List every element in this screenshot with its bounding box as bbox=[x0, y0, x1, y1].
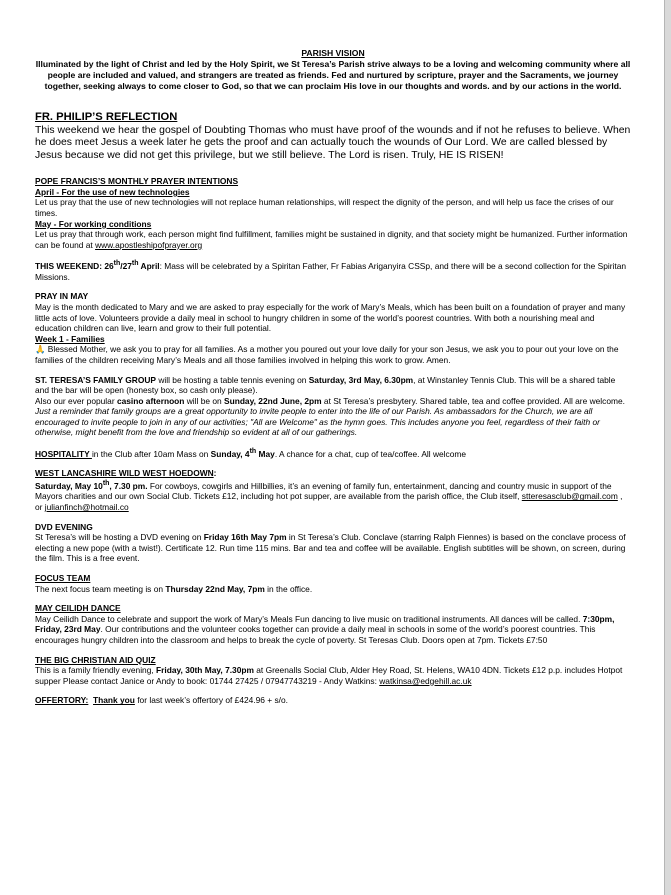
family-group-reminder: Just a reminder that family groups are a great opportunity to invite people to enter into the life of our Parish. As ambassadors for the Church, we are all encouraged to invite people to join in any of our activities; "All are Welcome" as the hymn goes. This includes anyone you feel, regardless of their faith or otherwise, might benefit from the love and friendship so evident at all of our gatherings. bbox=[35, 406, 600, 438]
focus-date: Thursday 22nd May, 7pm bbox=[165, 583, 265, 594]
ceilidh-heading: MAY CEILIDH DANCE bbox=[35, 603, 121, 614]
hoedown-text-block bbox=[35, 479, 631, 513]
may-intention-text bbox=[35, 229, 631, 250]
vision-text: Illuminated by the light of Christ and led by the Holy Spirit, we St Teresa’s Parish strive always to be a loving and welcoming community where all people are included and valued, and strangers are treated as friends. Fed and nurtured by scripture, prayer and the Sacraments, we journey together, seeking always to come closer to God, so that we can proclaim His love in our thoughts and words. and by our actions in the world. bbox=[35, 59, 631, 91]
quiz-section bbox=[35, 655, 631, 687]
family-group-paragraph bbox=[35, 375, 631, 396]
hospitality-t2: . A chance for a chat, cup of tea/coffee. All welcome bbox=[274, 448, 467, 459]
hospitality-date-day: Sunday, 4 bbox=[210, 448, 250, 459]
dvd-text-block bbox=[35, 532, 631, 564]
casino-t4: will be on bbox=[184, 395, 224, 406]
casino-t3: Also our ever popular bbox=[35, 395, 117, 406]
hoedown-date-time: , 7.30 pm. bbox=[109, 480, 148, 491]
weekend-label bbox=[35, 261, 160, 271]
ceilidh-section bbox=[35, 603, 631, 645]
focus-team-section bbox=[35, 573, 631, 594]
weekend-sup2: th bbox=[131, 260, 139, 268]
casino-label: casino afternoon bbox=[116, 395, 185, 406]
hospitality-t1: in the Club after 10am Mass on bbox=[91, 448, 211, 459]
hoedown-date bbox=[35, 481, 148, 491]
julian-email-link[interactable]: julianfinch@hotmail.co bbox=[44, 502, 129, 513]
casino-paragraph bbox=[35, 396, 631, 407]
reflection-heading: FR. PHILIP’S REFLECTION bbox=[35, 111, 178, 123]
hospitality-heading: HOSPITALITY bbox=[35, 448, 92, 459]
newsletter-page bbox=[35, 48, 631, 706]
week1-prayer bbox=[35, 344, 631, 365]
hoedown-section bbox=[35, 468, 631, 512]
hoedown-sup: th bbox=[102, 480, 110, 488]
this-weekend-section bbox=[35, 259, 631, 282]
vision-heading: PARISH VISION bbox=[301, 48, 365, 58]
may-intention-heading: May - For working conditions bbox=[35, 218, 152, 229]
quiz-heading: THE BIG CHRISTIAN AID QUIZ bbox=[35, 654, 156, 665]
dvd-t2: in St Teresa’s Club. Conclave (starring Ralph Fiennes) is based on the conclave process of electing a new pope (with a twist!). Certificate 12. Run time 115 mins. Bar and tea and coffee will be available. English subtitles will be shown, on screen, during the film. This is a free event. bbox=[35, 532, 626, 564]
casino-t5: at St Teresa’s presbytery. Shared table, tea and coffee provided. All are welcome. bbox=[321, 395, 625, 406]
quiz-text-block bbox=[35, 665, 631, 686]
reflection-text: This weekend we hear the gospel of Doubting Thomas who must have proof of the wounds and if not he refuses to believe. When he does meet Jesus a week later he gets the proof and can actually touch the wounds of Our Lord. We are called blessed by Jesus because we did not get this privilege, but we still believe. The Lord is risen. Truly, HE IS RISEN! bbox=[35, 125, 631, 161]
family-group-section bbox=[35, 375, 631, 439]
weekend-label-month: April bbox=[138, 261, 160, 272]
pray-in-may-section bbox=[35, 291, 631, 365]
weekend-label-date1: THIS WEEKEND: 26 bbox=[35, 261, 114, 272]
weekend-sup1: th bbox=[113, 260, 121, 268]
ceilidh-t1: May Ceilidh Dance to celebrate and support the work of Mary’s Meals Fun dancing to live music on traditional instruments. All dances will be called. bbox=[35, 613, 583, 624]
parish-vision bbox=[35, 48, 631, 92]
club-email-link[interactable]: stteresasclub@gmail.com bbox=[521, 491, 618, 502]
page-edge bbox=[664, 0, 671, 895]
dvd-t1: St Teresa’s will be hosting a DVD evening on bbox=[35, 532, 204, 543]
focus-t1: The next focus team meeting is on bbox=[35, 583, 166, 594]
hoedown-heading: WEST LANCASHIRE WILD WEST HOEDOWN bbox=[35, 468, 214, 479]
april-intention-text: Let us pray that the use of new technologies will not replace human relationships, will respect the dignity of the person, and will help us face the crises of our times. bbox=[35, 197, 614, 218]
hospitality-section bbox=[35, 447, 631, 459]
hoedown-sep: , or bbox=[35, 491, 623, 513]
hoedown-heading-colon: : bbox=[213, 468, 217, 479]
offertory-heading: OFFERTORY: bbox=[35, 695, 89, 706]
focus-heading: FOCUS TEAM bbox=[35, 573, 91, 584]
prayer-intentions-section bbox=[35, 176, 631, 250]
hospitality-date-month: May bbox=[256, 448, 275, 459]
quiz-t2: at Greenalls Social Club, Alder Hey Road, St. Helens, WA10 4DN. Tickets £12 p.p. includes Hotpot supper Please contact Janice or Andy to book: 01744 27425 / 07947743219 - Andy Watkins: bbox=[35, 665, 623, 686]
quiz-date: Friday, 30th May, 7.30pm bbox=[156, 665, 254, 676]
dvd-heading: DVD EVENING bbox=[35, 521, 93, 532]
hoedown-text: For cowboys, cowgirls and Hillbillies, it’s an evening of family fun, entertainment, dancing and country music in support of the Mayors charities and our own Social Club. Tickets £12, including hot pot supper, are available from the parish office, the Club itself, bbox=[35, 480, 612, 502]
april-intention-heading: April - For the use of new technologies bbox=[35, 186, 190, 197]
weekend-label-date2: /27 bbox=[120, 261, 132, 272]
quiz-t1: This is a family friendly evening, bbox=[35, 665, 157, 676]
hospitality-date bbox=[211, 449, 275, 459]
pray-in-may-heading: PRAY IN MAY bbox=[35, 291, 89, 302]
ceilidh-text-block bbox=[35, 614, 631, 646]
andy-email-link[interactable]: watkinsa@edgehill.ac.uk bbox=[379, 675, 472, 686]
pray-in-may-text: May is the month dedicated to Mary and we are asked to pray especially for the work of Mary’s Meals, which has been built on a foundation of prayer and many little acts of love. Volunteers provide a daily meal in school to hungry children in some of the world’s poorest countries. With both a nourishing meal and education children can live, learn and grow to their full potential. bbox=[35, 301, 626, 334]
offertory-text: for last week’s offertory of £424.96 + s/o. bbox=[134, 695, 288, 706]
focus-t2: in the office. bbox=[264, 583, 313, 594]
apostleship-link[interactable]: www.apostleshipofprayer.org bbox=[95, 239, 203, 250]
praying-hands-icon: 🙏 bbox=[35, 344, 46, 355]
family-group-date1: Saturday, 3rd May, 6.30pm bbox=[308, 374, 414, 385]
hospitality-sup: th bbox=[249, 448, 257, 456]
offertory-section bbox=[35, 695, 631, 706]
family-group-t2: , at Winstanley Tennis Club. This will be a shared table and the bar will be open (honesty box, so cash only please). bbox=[35, 374, 616, 396]
prayer-intentions-heading: POPE FRANCIS’S MONTHLY PRAYER INTENTIONS bbox=[35, 176, 239, 187]
casino-date: Sunday, 22nd June, 2pm bbox=[224, 395, 322, 406]
offertory-thank: Thank you bbox=[93, 695, 135, 706]
weekend-text: : Mass will be celebrated by a Spiritan Father, Fr Fabias Ariganyira CSSp, and there will be a second collection for the Spiritan Missions. bbox=[35, 261, 627, 282]
may-intention-body: Let us pray that through work, each person might find fulfillment, families might be sustained in dignity, and that society might be humanized. Further information can be found at bbox=[35, 229, 628, 250]
family-group-t1: will be hosting a table tennis evening on bbox=[156, 374, 309, 385]
dvd-section bbox=[35, 522, 631, 564]
ceilidh-t2: . Our contributions and the volunteer cooks together can provide a daily meal in schools in some of the world’s poorest countries. This encourages hungry children into the classroom and helps to break the cycle of poverty. St Teresas Club. Doors open at 7pm. Tickets £7:50 bbox=[35, 624, 596, 645]
hoedown-date-day: Saturday, May 10 bbox=[35, 480, 103, 491]
week1-prayer-text: Blessed Mother, we ask you to pray for all families. As a mother you poured out your love daily for your son Jesus, we ask you to pour out your love on the families of the children receiving Mary’s Meals and all those families involved in helping this work to grow. Amen. bbox=[35, 344, 619, 365]
week1-heading: Week 1 - Families bbox=[35, 333, 105, 344]
focus-text-block bbox=[35, 584, 631, 595]
ceilidh-date: 7:30pm, Friday, 23rd May bbox=[35, 613, 615, 635]
hoedown-heading-line bbox=[35, 468, 631, 479]
dvd-date: Friday 16th May 7pm bbox=[203, 532, 287, 543]
family-group-heading: ST. TERESA’S FAMILY GROUP bbox=[35, 374, 156, 385]
